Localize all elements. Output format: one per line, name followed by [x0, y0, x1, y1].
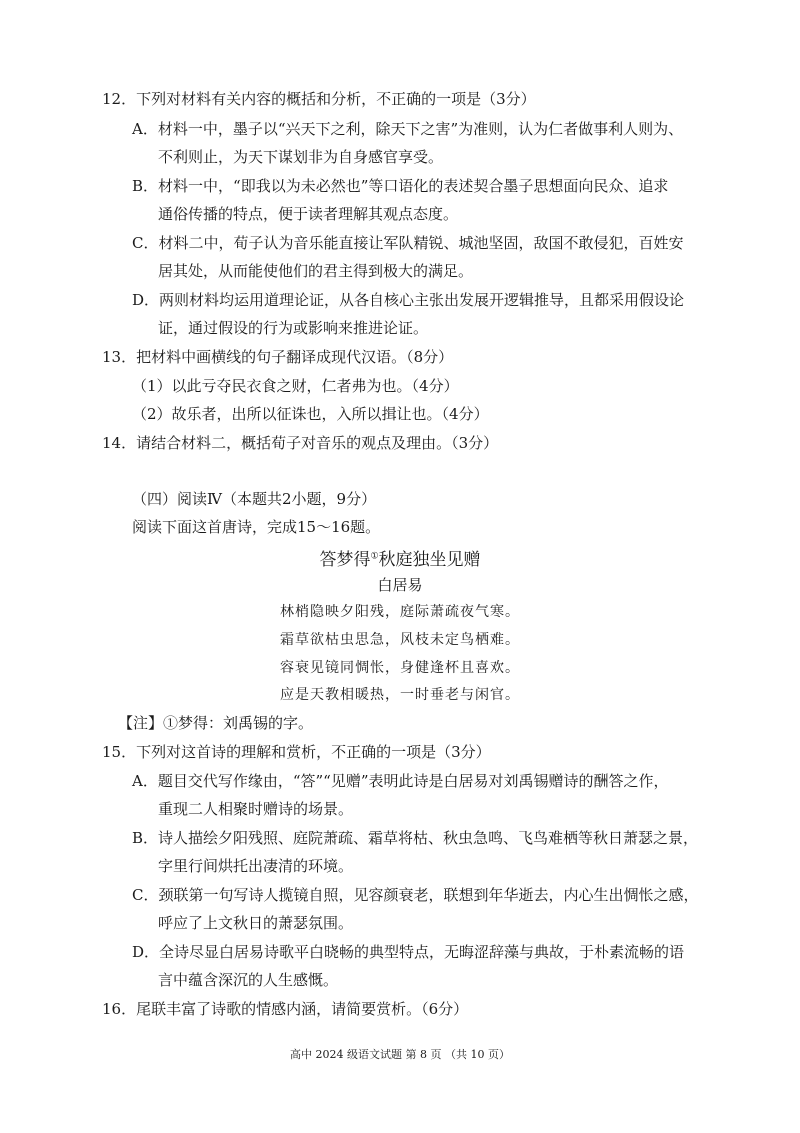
q12-option-a-cont: 不利则止，为天下谋划非为自身感官享受。: [158, 148, 444, 166]
poem-title-note-mark: ①: [370, 551, 379, 562]
q15-option-b: B．诗人描绘夕阳残照、庭院萧疏、霜草将枯、秋虫急鸣、飞鸟难栖等秋日萧瑟之景，: [132, 829, 699, 847]
q15-option-a-cont: 重现二人相聚时赠诗的场景。: [158, 800, 354, 818]
poem-title: [0, 545, 800, 570]
poem-title-main: 答梦得: [319, 550, 371, 570]
q13-sub-2: （2）故乐者，出所以征诛也，入所以揖让也。（4分）: [132, 405, 489, 423]
poem-title-rest: 秋庭独坐见赠: [378, 550, 481, 570]
poem-line-2: 霜草欲枯虫思急，风枝未定鸟栖难。: [280, 632, 520, 648]
q15-option-a: A．题目交代写作缘由，“答”“见赠”表明此诗是白居易对刘禹锡赠诗的酬答之作，: [132, 772, 669, 790]
poem-line-3: 容衰见镜同惆怅，身健逢杯且喜欢。: [280, 660, 520, 676]
q15-stem: 15．下列对这首诗的理解和赏析，不正确的一项是（3分）: [102, 743, 491, 761]
section-intro: 阅读下面这首唐诗，完成15～16题。: [132, 518, 381, 536]
q13-stem: 13．把材料中画横线的句子翻译成现代汉语。（8分）: [102, 348, 454, 366]
q15-option-d-cont: 言中蕴含深沉的人生感慨。: [158, 971, 339, 989]
poem-line-1: 林梢隐映夕阳残，庭际萧疏夜气寒。: [280, 604, 520, 620]
q12-option-c: C．材料二中，荀子认为音乐能直接让军队精锐、城池坚固，敌国不敢侵犯，百姓安: [132, 234, 684, 252]
q12-option-d-cont: 证，通过假设的行为或影响来推进论证。: [158, 319, 429, 337]
q12-stem: 12．下列对材料有关内容的概括和分析，不正确的一项是（3分）: [102, 90, 536, 108]
q12-option-d: D．两则材料均运用道理论证，从各自核心主张出发展开逻辑推导，且都采用假设论: [132, 291, 685, 309]
q13-sub-1: （1）以此亏夺民衣食之财，仁者弗为也。（4分）: [132, 377, 459, 395]
poem-author: 白居易: [377, 576, 423, 594]
poem-note: 【注】①梦得：刘禹锡的字。: [118, 714, 314, 732]
page-footer: 高中 2024 级语文试题 第 8 页 （共 10 页）: [290, 1048, 510, 1061]
q15-option-b-cont: 字里行间烘托出凄清的环境。: [158, 857, 354, 875]
q12-option-b: B．材料一中，“即我以为未必然也”等口语化的表述契合墨子思想面向民众、追求: [132, 177, 669, 195]
poem-line-4: 应是天教相暖热，一时垂老与闲官。: [280, 687, 520, 703]
section-heading: （四）阅读Ⅳ（本题共2小题，9分）: [132, 490, 377, 508]
q12-option-a: A．材料一中，墨子以“兴天下之利，除天下之害”为准则，认为仁者做事利人则为、: [132, 120, 684, 138]
q15-option-c-cont: 呼应了上文秋日的萧瑟氛围。: [158, 914, 354, 932]
q12-option-c-cont: 居其处，从而能使他们的君主得到极大的满足。: [158, 262, 474, 280]
q12-option-b-cont: 通俗传播的特点，便于读者理解其观点态度。: [158, 205, 459, 223]
q15-option-d: D．全诗尽显白居易诗歌平白晓畅的典型特点，无晦涩辞藻与典故，于朴素流畅的语: [132, 943, 685, 961]
q16-stem: 16．尾联丰富了诗歌的情感内涵，请简要赏析。（6分）: [102, 1000, 469, 1018]
q14-stem: 14．请结合材料二，概括荀子对音乐的观点及理由。（3分）: [102, 434, 499, 452]
q15-option-c: C．颈联第一句写诗人揽镜自照，见容颜衰老，联想到年华逝去，内心生出惆怅之感，: [132, 886, 699, 904]
